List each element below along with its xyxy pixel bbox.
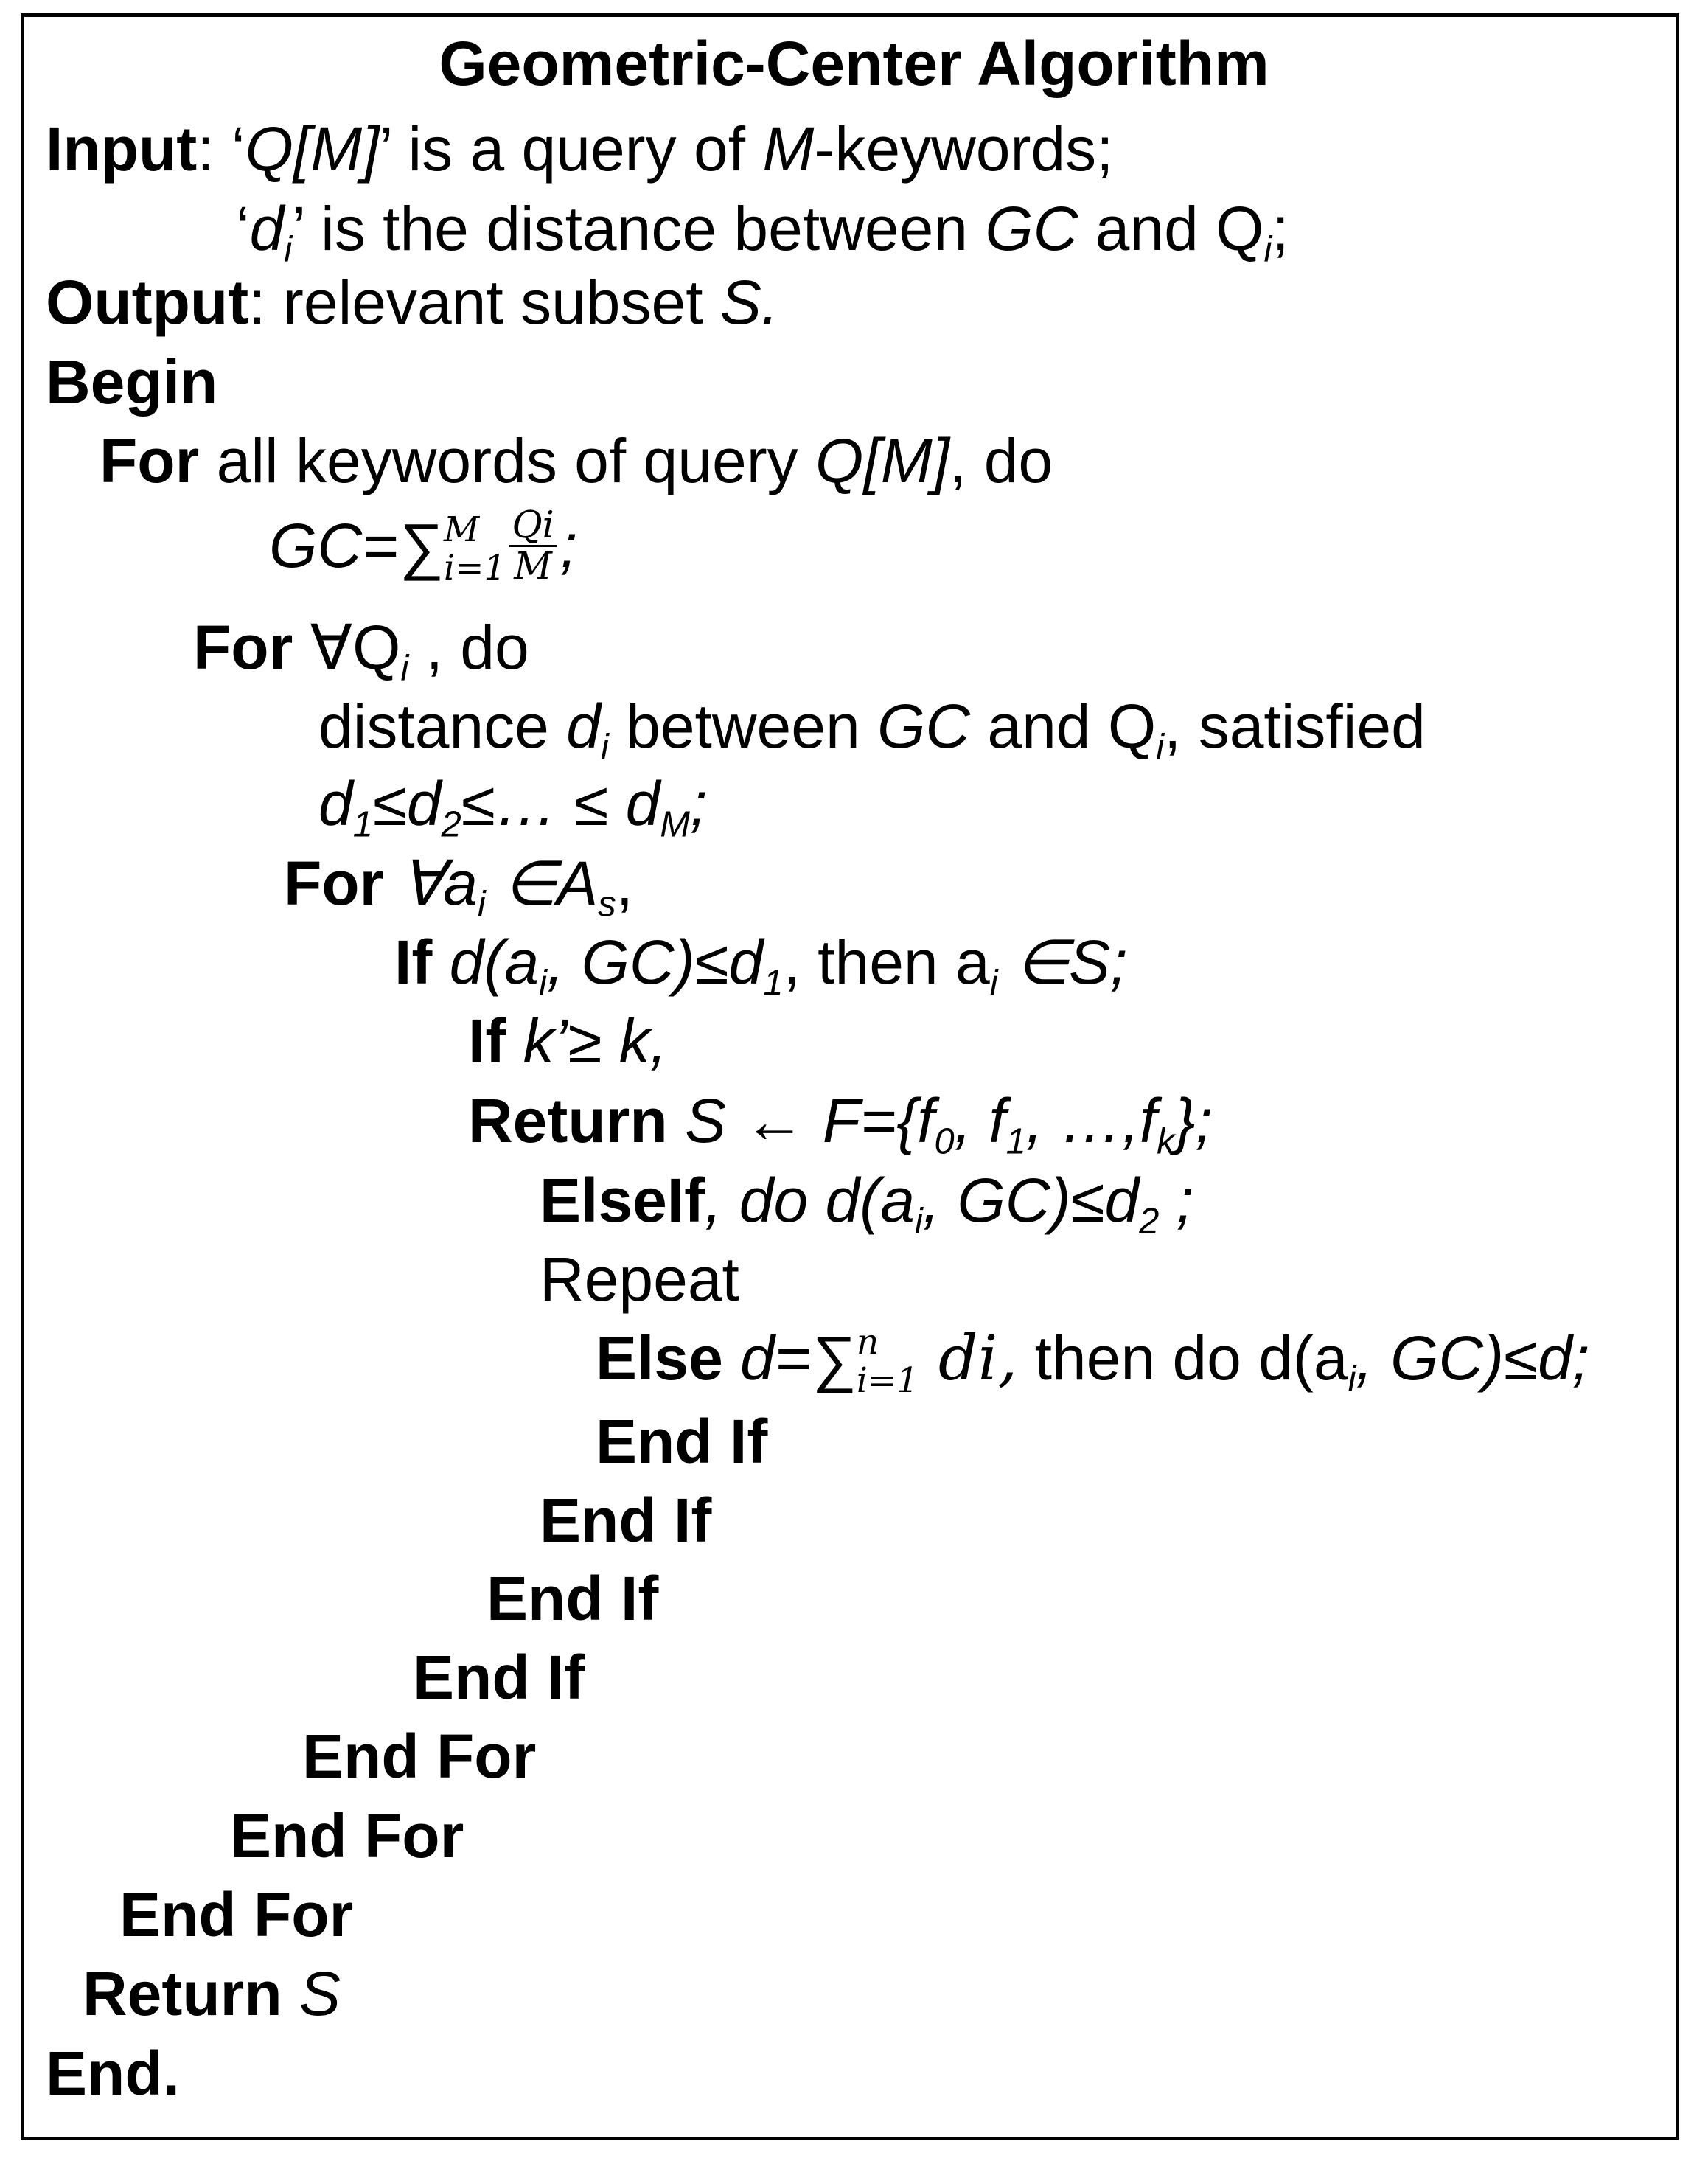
for-all-keywords-line: For all keywords of query Q[M], do — [100, 426, 1053, 495]
begin-keyword: Begin — [46, 347, 218, 417]
return-s-line: Return S — [83, 1959, 341, 2028]
if-d1-line: If $d(a_i$, $GC)\le d_1$, then $a_i$ ∈S; — [394, 928, 1128, 1003]
if-k-line: If k’≥ k, — [468, 1006, 668, 1076]
end-for-q: End For — [230, 1801, 464, 1871]
distance-order-line: $d_1\le d_2\le\dots \le d_M$; — [318, 769, 708, 845]
output-line: Output: relevant subset S. — [46, 268, 779, 337]
return-f-line: Return S ← $F=\{f_0$, $f_1$, $\dots,f_k$}; — [468, 1086, 1213, 1162]
end-for-a: End For — [302, 1722, 537, 1791]
end-if-d1: End If — [413, 1643, 585, 1712]
end-keyword: End. — [46, 2039, 180, 2108]
end-if-elseif: End If — [540, 1486, 712, 1555]
end-if-k: End If — [487, 1564, 659, 1633]
input-distance-line: ‘$d_i$’ is the distance between GC and $Q_i$; — [236, 194, 1289, 270]
end-if-else: End If — [596, 1407, 768, 1476]
repeat-line: Repeat — [540, 1245, 739, 1314]
end-for-keywords: End For — [119, 1880, 354, 1949]
else-line: Else d=∑ n i=1 di, then do $d(a_i$, GC)≤d; — [596, 1322, 1590, 1401]
distance-line: distance $d_i$ between GC and $Q_i$, satisfied — [318, 692, 1426, 768]
for-each-a-line: For $\forall a_i$ $\in A_s$, — [284, 849, 633, 925]
input-line: Input: ‘Q[M]’ is a query of M-keywords; — [46, 114, 1114, 184]
gc-formula: GC=∑ M i=1 $\frac{Qi}{M}$ ; — [269, 503, 578, 588]
algorithm-title: Geometric-Center Algorithm — [439, 29, 1269, 98]
elseif-line: ElseIf, do $d(a_i$, $GC)\le d_2$ ; — [540, 1166, 1194, 1242]
for-each-q-line: For $\forall Q_i$ , do — [193, 613, 529, 689]
